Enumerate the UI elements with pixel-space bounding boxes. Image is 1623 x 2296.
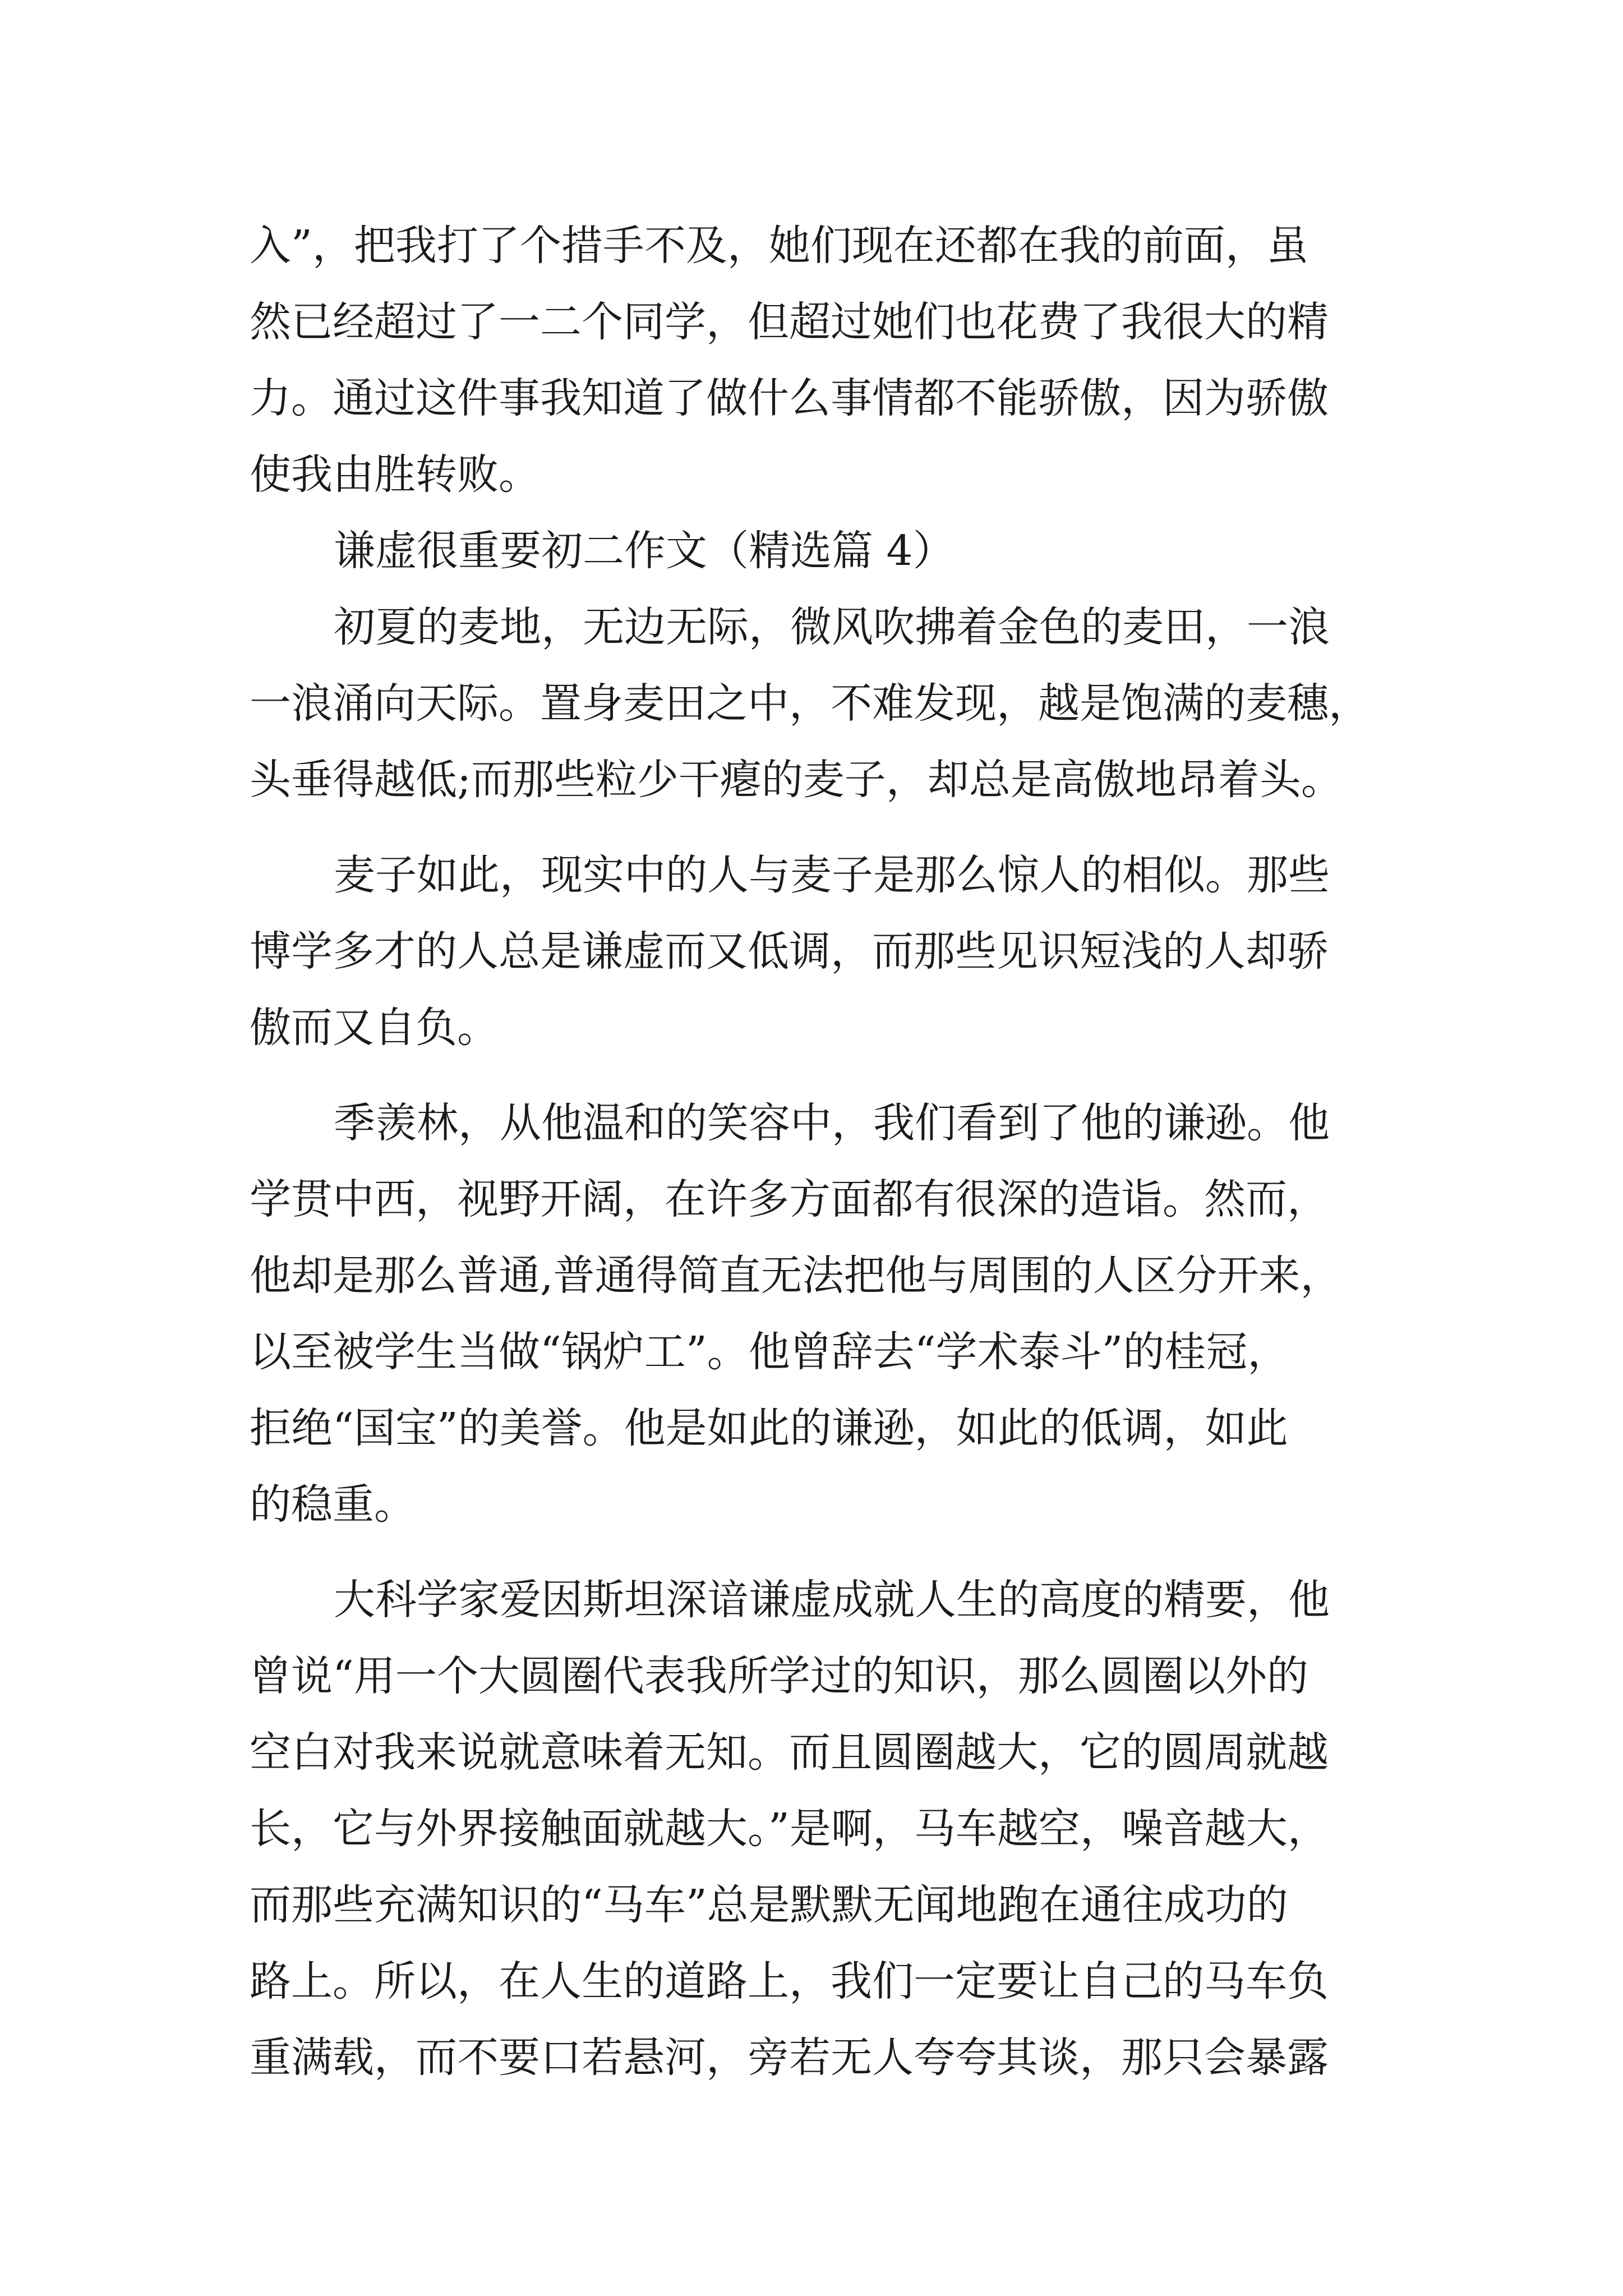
text-line: 路上。所以，在人生的道路上，我们一定要让自己的马车负	[250, 1957, 1329, 2005]
text-line: 他却是那么普通,普通得简直无法把他与周围的人区分开来，	[250, 1251, 1342, 1300]
paragraph	[250, 1085, 1382, 1543]
text-line: 重满载，而不要口若悬河，旁若无人夸夸其谈，那只会暴露	[250, 2033, 1329, 2082]
text-line: 以至被学生当做“锅炉工”。他曾辞去“学术泰斗”的桂冠，	[250, 1328, 1289, 1376]
text-line: 初夏的麦地，无边无际，微风吹拂着金色的麦田，一浪	[334, 603, 1330, 651]
text-line: 傲而又自负。	[250, 1004, 499, 1052]
text-line: 力。通过这件事我知道了做什么事情都不能骄傲，因为骄傲	[250, 374, 1329, 422]
paragraph	[250, 589, 1382, 818]
paragraph	[250, 208, 1382, 513]
text-line: 曾说“用一个大圆圈代表我所学过的知识，那么圆圈以外的	[250, 1652, 1308, 1700]
text-line: 空白对我来说就意味着无知。而且圆圈越大，它的圆周就越	[250, 1728, 1329, 1777]
text-line: 头垂得越低;而那些粒少干瘪的麦子，却总是高傲地昂着头。	[250, 756, 1343, 804]
text-line: 博学多才的人总是谦虚而又低调，而那些见识短浅的人却骄	[250, 927, 1329, 976]
text-line: 一浪涌向天际。置身麦田之中，不难发现，越是饱满的麦穗，	[250, 679, 1370, 728]
paragraph-spacer	[250, 818, 1382, 837]
paragraph	[250, 837, 1382, 1066]
text-line: 学贯中西，视野开阔，在许多方面都有很深的造诣。然而，	[250, 1175, 1329, 1223]
text-line: 而那些充满知识的“马车”总是默默无闻地跑在通往成功的	[250, 1881, 1288, 1929]
paragraph-spacer	[250, 1543, 1382, 1562]
text-line: 拒绝“国宝”的美誉。他是如此的谦逊，如此的低调，如此	[250, 1404, 1288, 1452]
text-line: 谦虚很重要初二作文（精选篇 4）	[334, 527, 955, 575]
text-line: 长，它与外界接触面就越大。”是啊，马车越空，噪音越大，	[250, 1805, 1329, 1853]
text-line: 入”，把我打了个措手不及，她们现在还都在我的前面，虽	[250, 222, 1308, 270]
text-line: 使我由胜转败。	[250, 450, 540, 499]
document-body	[250, 208, 1382, 2096]
text-line: 麦子如此，现实中的人与麦子是那么惊人的相似。那些	[334, 851, 1330, 899]
text-line: 季羡林，从他温和的笑容中，我们看到了他的谦逊。他	[334, 1099, 1330, 1147]
text-line: 然已经超过了一二个同学，但超过她们也花费了我很大的精	[250, 298, 1329, 346]
paragraph-spacer	[250, 1066, 1382, 1085]
text-line: 的稳重。	[250, 1480, 416, 1529]
text-line: 大科学家爱因斯坦深谙谦虚成就人生的高度的精要，他	[334, 1576, 1330, 1624]
paragraph	[250, 1562, 1382, 2096]
section-heading	[250, 513, 1382, 589]
